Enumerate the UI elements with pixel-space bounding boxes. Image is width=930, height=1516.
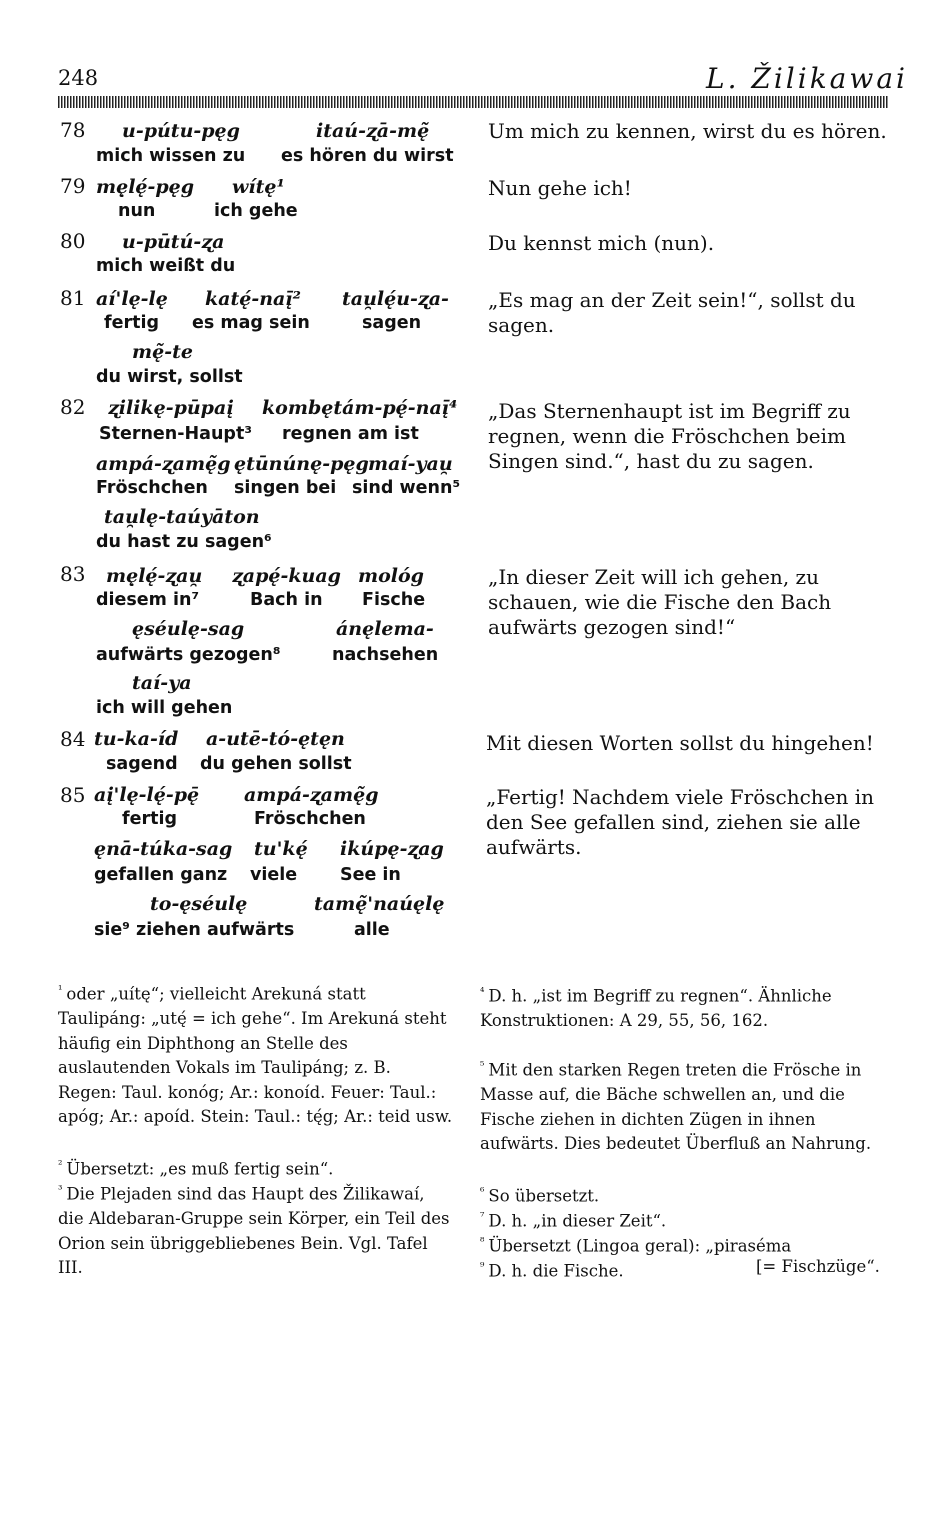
gloss: ich gehe [214, 201, 298, 221]
native-word: mę̣lę́-ʐau̯ [106, 565, 203, 587]
gloss: Fröschchen [254, 809, 366, 829]
gloss: Sternen-Haupt³ [99, 424, 252, 444]
line-number: 79 [60, 174, 86, 198]
translation: „In dieser Zeit will ich gehen, zu schauen, wie die Fische den Bach aufwärts gezogen sind!“ [488, 565, 832, 639]
footnote-marker: ³ [58, 1183, 63, 1196]
footnote [480, 1054, 880, 1157]
gloss: fertig [122, 809, 178, 829]
gloss: du wirst, sollst [96, 367, 243, 387]
native-word: ánęlema- [336, 618, 434, 640]
footnote-marker: ⁹ [480, 1260, 485, 1273]
native-word: tau̯lę-taúyāton [104, 506, 260, 528]
gloss: sind wenn⁵ [352, 478, 461, 498]
native-word: katę́-naį̄² [205, 288, 301, 310]
native-word: itaú-ʐā-mę̃ [316, 120, 430, 142]
gloss: fertig [104, 313, 160, 333]
footnote [480, 980, 880, 1034]
footnote-marker: ⁵ [480, 1059, 485, 1072]
gloss: aufwärts gezogen⁸ [96, 645, 281, 665]
line-number: 80 [60, 229, 86, 253]
footnote-text: D. h. „ist im Begriff zu regnen“. Ähnliche Konstruktionen: A 29, 55, 56, 162. [480, 986, 832, 1030]
footnote-text: D. h. die Fische. [488, 1261, 624, 1281]
native-word: ikúpę-ʐag [340, 838, 444, 860]
translation: Du kennst mich (nun). [488, 231, 715, 255]
gloss: Fische [362, 590, 426, 610]
page-number: 248 [58, 66, 99, 90]
translation: „Das Sternenhaupt ist im Begriff zu regnen, wenn die Fröschchen beim Singen sind.“, hast du zu sagen. [488, 399, 851, 473]
gloss: Bach in [250, 590, 323, 610]
native-word: a-utē-tó-ętęn [206, 728, 345, 750]
footnote-text: Übersetzt (Lingoa geral): „piraséma [488, 1236, 792, 1256]
gloss: singen bei [234, 478, 337, 498]
gloss: See in [340, 865, 401, 885]
gloss: es mag sein [192, 313, 310, 333]
line-number: 83 [60, 562, 86, 586]
native-word: aí'lę-lę [96, 288, 168, 310]
native-word: ęnā-túka-sag [94, 838, 233, 860]
native-word: to-ęséulę [150, 893, 248, 915]
footnote-marker: ⁴ [480, 985, 485, 998]
gloss: alle [354, 920, 390, 940]
footnote-marker: ⁶ [480, 1185, 485, 1198]
gloss: nun [118, 201, 156, 221]
native-word: ʐapę́-kuag [232, 565, 341, 587]
translation: „Es mag an der Zeit sein!“, sollst du sagen. [488, 288, 856, 337]
gloss: du hast zu sagen⁶ [96, 532, 272, 552]
native-word: tau̯lę́u-ʐa- [342, 288, 449, 310]
native-word: u-pūtú-ʐa [122, 231, 225, 253]
native-word: ętūnúnę-pęg [234, 453, 369, 475]
gloss: viele [250, 865, 298, 885]
native-word: aį'lę-lę́-pę̄ [94, 784, 200, 806]
native-word: mológ [358, 565, 424, 587]
footnote-text: So übersetzt. [488, 1186, 600, 1206]
line-number: 84 [60, 727, 86, 751]
native-word: ampá-ʐamę̃g [96, 453, 231, 475]
translation: Nun gehe ich! [488, 176, 632, 200]
native-word: maí-yau̯ [368, 453, 453, 475]
gloss: gefallen ganz [94, 865, 228, 885]
gloss: regnen am ist [282, 424, 419, 444]
footnote-marker: ⁸ [480, 1235, 485, 1248]
gloss: du gehen sollst [200, 754, 352, 774]
header-rule [58, 96, 888, 108]
footnote-marker: ⁷ [480, 1210, 485, 1223]
native-word: mę̣lę́-pęg [96, 176, 195, 198]
footnote-text: oder „uítę“; vielleicht Arekuná statt Taulipáng: „utę́ = ich gehe“. Im Arekuná steht häufig ein Diphthong an Stelle des auslautenden Vokals im Taulipáng; z. B. Regen: Taul. konóg; Ar.: konoíd. Feuer: Taul.: apóg; Ar.: apoíd. Stein: Taul.: tę́g; Ar.: teid usw. [58, 984, 453, 1126]
translation: Mit diesen Worten sollst du hingehen! [486, 731, 874, 755]
native-word: wítę¹ [232, 176, 285, 198]
gloss: diesem in⁷ [96, 590, 200, 610]
native-word: mę̃-te [132, 341, 193, 363]
footnote-marker: ¹ [58, 983, 63, 996]
gloss: ich will gehen [96, 698, 233, 718]
gloss: es hören du wirst [281, 146, 454, 166]
footnote-text: Die Plejaden sind das Haupt des Žilikawaí, die Aldebaran-Gruppe sein Körper, ein Teil des Orion sein übriggebliebenes Bein. Vgl. Tafel III. [58, 1184, 450, 1277]
native-word: u-pútu-pęg [122, 120, 240, 142]
footnote-continuation: [= Fischzüge“. [756, 1257, 880, 1276]
footnote-text: D. h. „in dieser Zeit“. [488, 1211, 667, 1231]
gloss: mich weißt du [96, 256, 236, 276]
translation: „Fertig! Nachdem viele Fröschchen in den See gefallen sind, ziehen sie alle aufwärts. [486, 785, 875, 859]
translation: Um mich zu kennen, wirst du es hören. [488, 119, 887, 143]
native-word: ampá-ʐamę̃g [244, 784, 379, 806]
gloss: sagen [362, 313, 422, 333]
gloss: Fröschchen [96, 478, 208, 498]
line-number: 82 [60, 395, 86, 419]
native-word: kombętám-pę́-naį̄⁴ [262, 397, 458, 419]
gloss: nachsehen [332, 645, 439, 665]
native-word: ʐilikę-pūpaį [108, 397, 234, 419]
footnote [58, 1178, 454, 1281]
footnote [58, 978, 454, 1130]
line-number: 85 [60, 783, 86, 807]
gloss: sie⁹ ziehen aufwärts [94, 920, 295, 940]
gloss: sagend [106, 754, 178, 774]
footnote-marker: ² [58, 1158, 63, 1171]
gloss: mich wissen zu [96, 146, 246, 166]
native-word: tu-ka-íd [94, 728, 179, 750]
native-word: taí-ya [132, 672, 192, 694]
native-word: tamę̃'naúęlę [314, 893, 445, 915]
footnote-text: Übersetzt: „es muß fertig sein“. [66, 1159, 334, 1179]
line-number: 78 [60, 118, 86, 142]
footnote-text: Mit den starken Regen treten die Frösche in Masse auf, die Bäche schwellen an, und die Fische ziehen in dichten Zügen in ihnen aufwärts. Dies bedeutet Überfluß an Nahrung. [480, 1060, 872, 1153]
line-number: 81 [60, 286, 86, 310]
running-head-author: L. Žilikawai [706, 62, 908, 95]
native-word: ęséulę-sag [132, 618, 245, 640]
native-word: tu'kę́ [254, 838, 308, 860]
footnote [480, 1255, 720, 1284]
